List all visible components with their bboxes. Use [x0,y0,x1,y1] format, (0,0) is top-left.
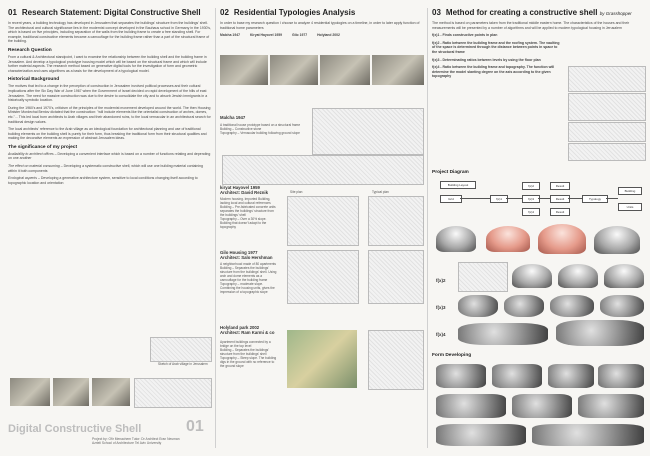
form-model [532,424,644,446]
diagram-box-fx1: f(x)1 [490,195,508,203]
photo-village-3 [92,378,130,406]
diagram-box-fx2: f(x)2 [522,182,540,190]
photo-village-1 [10,378,50,406]
sketch-caption: Sketch of Arab village in Jerusalem [158,362,208,366]
photo-village-2 [53,378,89,406]
diagram-box-result: Result [550,182,570,190]
hp-topography: Topography – Steep slope. The building digs in the ground with no reference to the ground slope [220,356,277,368]
significance-label: Ecological aspects [8,176,37,181]
photo-kiryat-hayovel [270,55,318,85]
significance-label: The effect on material consuming [8,164,60,169]
historical-background-text-3: The local architects' reference to the Arab village as an ideological foundation for architectural planning and use of traditional building elements on the building shell is purely for their form, thus breaking the traditional form from their structural qualities and making the decorative elements an expression of abstract Jerusalem ideas. [8,127,207,141]
malcha-title: Malcha 1947 [220,115,246,120]
kh-typical-plan [368,196,424,246]
significance-text: – Developing a generative architecture system, sensitive to local conditions changing itself according to topographic location and orientation [8,176,198,185]
credit-line-2: Azrieli School of Architecture Tel Aviv University [92,441,162,445]
section-number: 01 [8,8,17,17]
section-title: Research Statement: Digital Constructive Shell [21,8,201,17]
research-statement-column [8,8,212,188]
diagram-box-fx3: f(x)3 [522,195,540,203]
diagram-connector [460,198,490,199]
footer-credit [92,437,180,445]
diagram-box-grid: Grid [440,195,462,203]
diagram-connector [568,198,582,199]
historical-background-text-2: During the 1960's and 1970's, criticism of the principles of the modernist movement developed around the world. The then Housing Minister Mordechai Bentov dictated that the construction: "will include elements like the orientalist construction of arches, domes, etc."... This led local born architects to Arab villages and their abandoned ruins, to the local vernacular in an architectural search for traditional design values. [8,105,211,124]
intro-text: In recent years, a building technology has developed in Jerusalem that separates the buildings' structure from the buildings' shell. The architectural and cultural significance lies in the modernist concept developed in the Bauhaus school in Germany in the 1930's, which is based on five principles, including separation of the walls from the building frame to create a free standing shell. For example, traditional constructive elements became a camouflage for the building frame rather than a part of the structural frame of the building. [8,21,212,44]
form-model [548,364,594,388]
fx4-row-label: f(x)4 [436,332,446,337]
kiryat-hayovel-description [220,197,278,229]
timeline [220,33,425,38]
fx3-model [504,295,544,317]
fx3-row-label: f(x)3 [436,305,446,310]
fx4-model [556,320,644,346]
diagram-box-typology: Typology [582,195,608,203]
gilo-building: Building – Separates the buildings' structure from the buildings' shell. Using arch and dome elements as a camouflage for the building frame [220,266,277,282]
form-model [436,394,506,418]
research-question-text: From a cultural & Architectural standpoint, I want to examine the relationship between the building shell and the building frame in Jerusalem. And develop a typological prototype housing model which will be based on the structural frame and which will include further material aspects. The research method based on generative digital tools for the investigation of form and geometric characterization and uses algorithms as a basis for the development of a typological model. [8,54,207,73]
section-title: Residential Typologies Analysis [233,8,356,17]
fx3-model [550,295,594,317]
form-model [598,364,644,388]
diagram-box-units: Units [618,203,642,211]
gilo-topography: Topography – moderate slope. Combining the housing units, gives the impression of a topographic slope [220,282,275,294]
gilo-architect: Architect: Salo Hershman [220,255,273,260]
significance-text: – Developing a convenient interface which is based on a number of functions relating and depending on one another [8,151,211,161]
photo-gilo [320,55,370,85]
column-divider [215,8,216,448]
holyland-description [220,340,278,368]
fx2-model [558,264,598,288]
kh-desc: Modern housing. Imported Building, lacking local and cultural references [220,197,271,205]
section-title: Method for creating a constructive shell [445,8,598,17]
photo-holyland [372,55,424,85]
credit-line-1: Project by: Ofir Menachem Tutor: Dr Architect Eran Neuman [92,437,180,441]
significance-item-2 [8,164,212,173]
fx3-model [458,295,498,317]
shell-model-highlight [486,226,530,252]
project-diagram-heading: Project Diagram [432,170,469,175]
function-4: f(x)4 - Ratio between the building frame and topography. The function will determine the model slanting degree on the axis according to the given topography [432,65,555,79]
diagram-box-fx4: f(x)4 [522,208,540,216]
malcha-desc: A traditional house prototype based on a structural frame [220,123,301,127]
photo-panorama [134,378,212,408]
kiryat-hayovel-title: kiryat Hayovel 1959 [220,185,260,190]
significance-text: – Developing a systematic constructive shell, which will use one building material containing within it both components [8,164,203,173]
form-model [578,394,644,418]
column-divider [427,8,428,448]
hp-building: Building – Separates the buildings' structure from the buildings' shell [220,348,269,356]
typical-plan-label: Typical plan [372,190,389,194]
holyland-site-plan [287,330,357,388]
timeline-item: Holyland 2002 [317,33,340,38]
diagram-box-result: Result [550,208,570,216]
gilo-site-plan [287,250,359,304]
significance-item-1 [8,152,212,161]
form-model [436,364,486,388]
site-plan-label: Site plan [290,190,303,194]
holyland-typical-plan [368,330,424,390]
typologies-intro: In order to base my research question I choose to analyze 4 residential typologies on a timeline, in order to later apply function of traditional home parameters [220,21,420,30]
typologies-column [220,8,425,41]
historical-background-text-1: The motives that led to a change in the perception of construction in Jerusalem involved political processes and their cultural implications after the Six Day War of June 1967 when the Government of Israel decided on rapid development of the hills of east Jerusalem. The need for massive construction was due to the desire to consolidate the city and to absorb Jewish immigrants in a historically symbolic location. [8,84,208,103]
form-developing-heading: Form Developing [432,353,472,358]
significance-item-3 [8,176,212,185]
function-2-diagram [568,93,646,121]
kh-site-plan [287,196,359,246]
diagram-box-result: Result [550,195,570,203]
timeline-item: Malcha 1947 [220,33,240,38]
gilo-desc: A neighborhood made of 80 apartments [220,262,276,266]
fx2-model [604,264,644,288]
form-model [436,424,526,446]
hp-desc: Apartment buildings connected by a bridge on the top level [220,340,271,348]
research-question-heading: Research Question [8,47,52,53]
function-3-diagram [568,122,646,142]
holyland-title: Holyland park 2002 [220,325,260,330]
shell-model [436,226,476,252]
fx2-row-label: f(x)2 [436,278,446,283]
malcha-sections [222,155,424,185]
malcha-description [220,123,310,135]
method-author: by Grasshopper [599,11,632,16]
diagram-connector [538,198,550,199]
kh-topography: Topography – Over a 30% slope. Building that doesn't adapt to the topography [220,217,267,229]
function-1-diagram [568,66,646,92]
section-heading-typologies [220,8,425,17]
holyland-architect: Architect: Ram Karmi & co [220,330,275,335]
form-model [512,394,572,418]
fx4-model [458,323,548,345]
function-4-diagram [568,143,646,161]
malcha-drawings [312,108,424,155]
footer-title: Digital Constructive Shell [8,423,142,435]
section-number: 02 [220,8,229,17]
function-1: f(x)1 - Finds constructive points in plan [432,33,498,38]
timeline-item: Gilo 1977 [292,33,308,38]
section-number: 03 [432,8,441,17]
kiryat-hayovel-architect: Architect: David Reznik [220,190,268,195]
diagram-connector [606,198,618,199]
malcha-building: Building – Constructive stone [220,127,262,131]
shell-model [594,226,640,254]
fx3-model [600,295,644,317]
function-2: f(x)2 - Ratio between the building frame and the roofing system. The vaulting of the space is determined through the distance between points in space to the structural frame [432,40,560,54]
timeline-item: Kiryat Hayovel 1959 [249,33,283,38]
section-heading-method [432,8,644,17]
shell-model-highlight [538,224,586,254]
method-intro: The method is based on parameters taken from the traditional middle eastern home. The characteristics of the houses and their measurements will be presented by a number of algorithms and will be applied to modern typological housing in Jerusalem [432,21,630,30]
diagram-box-building-layout: Building Layout [440,181,476,189]
footer-number: 01 [186,418,204,435]
sketch-arab-village [150,337,212,362]
malcha-topography: Topography – Vernacular building following ground slope [220,131,300,135]
fx2-model [458,262,508,292]
function-3: f(x)3 - Determinating ratios between levels by using the floor plan [432,57,541,62]
historical-background-heading: Historical Background [8,77,60,83]
fx2-model [512,264,552,288]
section-heading-research [8,8,212,17]
kh-building: Building – Pre-fabricated concrete units separates the buildings' structure from the buildings' shell [220,205,276,217]
gilo-typical-plan [368,250,424,304]
significance-heading: The significance of my project [8,144,78,150]
significance-label: Availability to architect offices [8,151,54,156]
diagram-connector [506,198,522,199]
form-model [492,364,542,388]
diagram-box-building: Building [618,187,642,195]
gilo-description [220,262,278,294]
gilo-title: Gilo Housing 1977 [220,250,258,255]
photo-malcha [220,55,268,85]
